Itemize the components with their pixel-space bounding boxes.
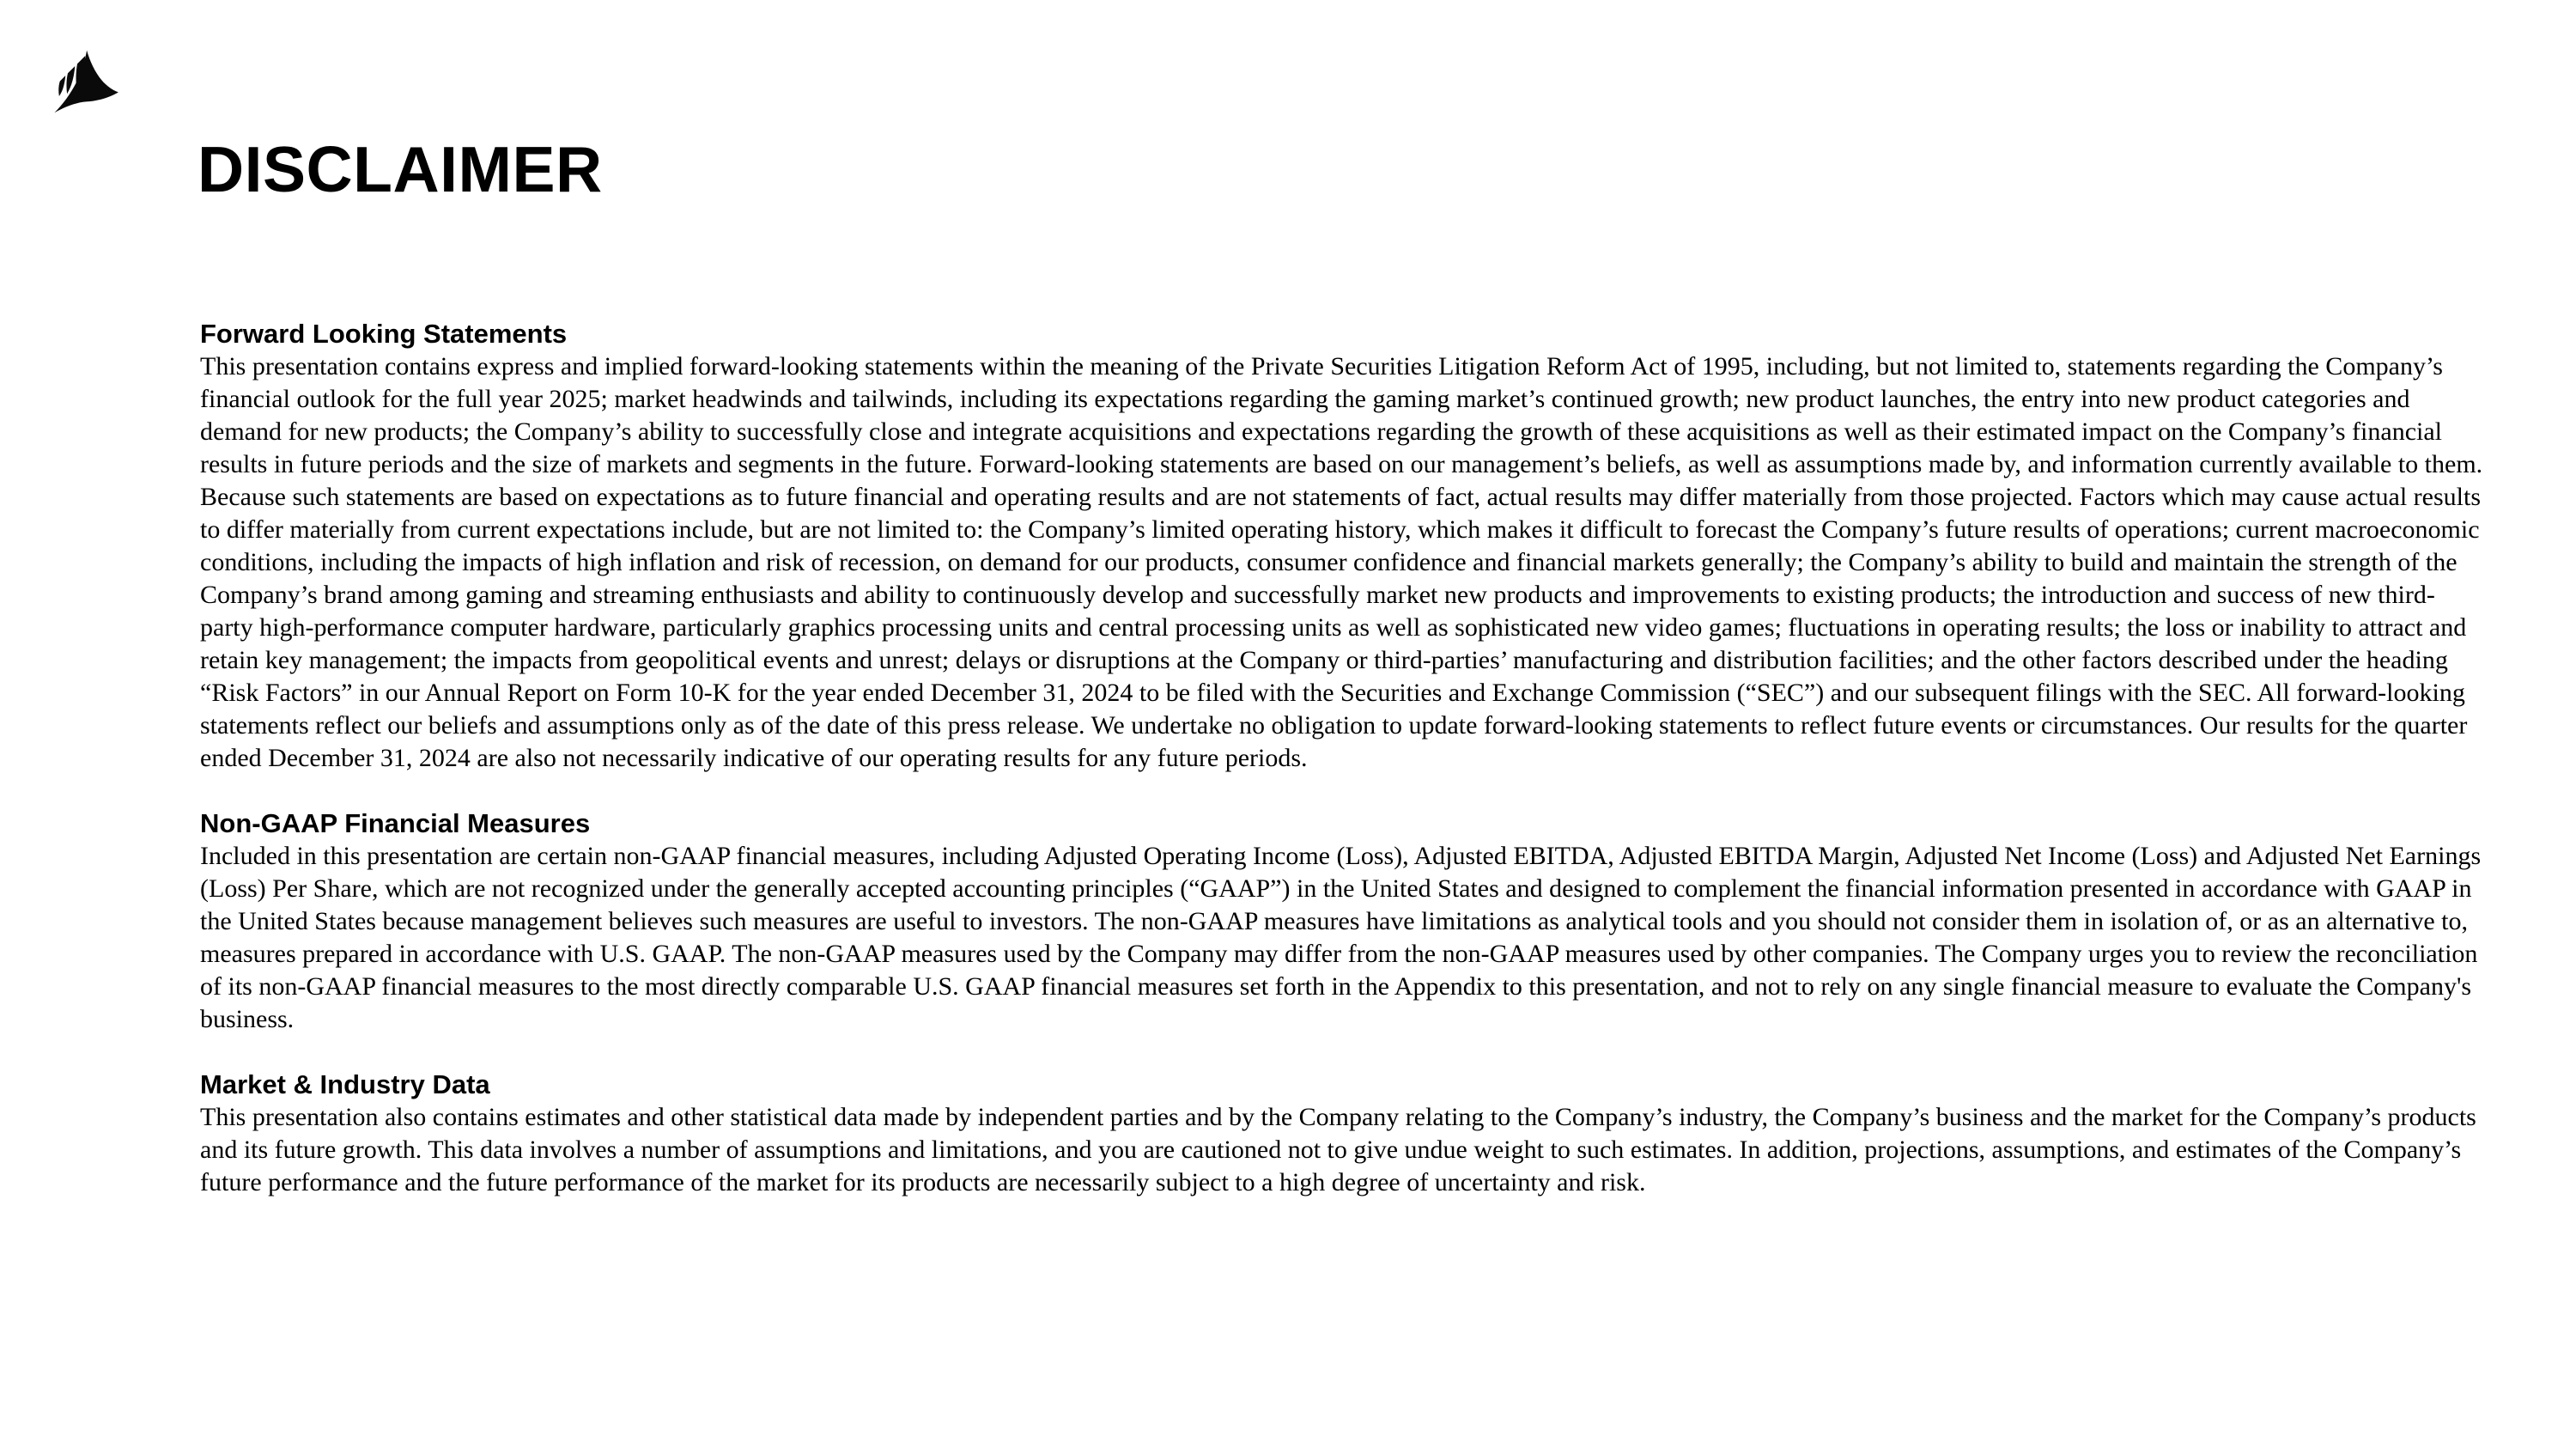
section-heading: Market & Industry Data [200, 1069, 490, 1099]
section-market-industry-data [200, 1068, 2484, 1199]
corsair-sails-logo-icon [48, 46, 127, 125]
section-heading: Non-GAAP Financial Measures [200, 808, 591, 838]
page-title: DISCLAIMER [197, 133, 603, 205]
section-body-text: Included in this presentation are certain non-GAAP financial measures, including Adjusted Operating Income (Loss), Adjusted EBITDA, Adjusted EBITDA Margin, Adjusted Net Income (Loss) and Adjusted Net Earnings (Loss) Per Share, which are not recognized under the generally accepted accounting principles (“GAAP”) in the United States and designed to complement the financial information presented in accordance with GAAP in the United States because management believes such measures are useful to investors. The non-GAAP measures have limitations as analytical tools and you should not consider them in isolation of, or as an alternative to, measures prepared in accordance with U.S. GAAP. The non-GAAP measures used by the Company may differ from the non-GAAP measures used by other companies. The Company urges you to review the reconciliation of its non-GAAP financial measures to the most directly comparable U.S. GAAP financial measures set forth in the Appendix to this presentation, and not to rely on any single financial measure to evaluate the Company's business. [200, 842, 2482, 1033]
section-body-text: This presentation also contains estimates and other statistical data made by independent parties and by the Company relating to the Company’s industry, the Company’s business and the market for the Company’s products and its future growth. This data involves a number of assumptions and limitations, and you are cautioned not to give undue weight to such estimates. In addition, projections, assumptions, and estimates of the Company’s future performance and the future performance of the market for its products are necessarily subject to a high degree of uncertainty and risk. [200, 1103, 2476, 1196]
section-non-gaap-financial-measures [200, 807, 2484, 1036]
disclaimer-content [200, 318, 2484, 1232]
section-body-text: This presentation contains express and implied forward-looking statements within the meaning of the Private Securities Litigation Reform Act of 1995, including, but not limited to, statements regarding the Company’s financial outlook for the full year 2025; market headwinds and tailwinds, including its expectations regarding the gaming market’s continued growth; new product launches, the entry into new product categories and demand for new products; the Company’s ability to successfully close and integrate acquisitions and expectations regarding the growth of these acquisitions as well as their estimated impact on the Company’s financial results in future periods and the size of markets and segments in the future. Forward-looking statements are based on our management’s beliefs, as well as assumptions made by, and information currently available to them. Because such statements are based on expectations as to future financial and operating results and are not statements of fact, actual results may differ materially from those projected. Factors which may cause actual results to differ materially from current expectations include, but are not limited to: the Company’s limited operating history, which makes it difficult to forecast the Company’s future results of operations; current macroeconomic conditions, including the impacts of high inflation and risk of recession, on demand for our products, consumer confidence and financial markets generally; the Company’s ability to build and maintain the strength of the Company’s brand among gaming and streaming enthusiasts and ability to continuously develop and successfully market new products and improvements to existing products; the introduction and success of new third-party high-performance computer hardware, particularly graphics processing units and central processing units as well as sophisticated new video games; fluctuations in operating results; the loss or inability to attract and retain key management; the impacts from geopolitical events and unrest; delays or disruptions at the Company or third-parties’ manufacturing and distribution facilities; and the other factors described under the heading “Risk Factors” in our Annual Report on Form 10-K for the year ended December 31, 2024 to be filed with the Securities and Exchange Commission (“SEC”) and our subsequent filings with the SEC. All forward-looking statements reflect our beliefs and assumptions only as of the date of this press release. We undertake no obligation to update forward-looking statements to reflect future events or circumstances. Our results for the quarter ended December 31, 2024 are also not necessarily indicative of our operating results for any future periods. [200, 352, 2483, 772]
section-forward-looking-statements [200, 318, 2484, 775]
section-heading: Forward Looking Statements [200, 319, 568, 349]
